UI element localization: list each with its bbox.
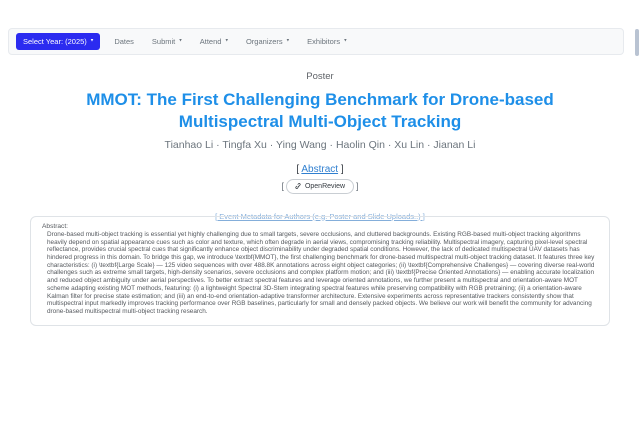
main-content — [0, 55, 640, 224]
select-year-button[interactable] — [16, 33, 100, 50]
authors-line: Tianhao Li · Tingfa Xu · Ying Wang · Haolin Qin · Xu Lin · Jianan Li — [164, 138, 476, 151]
openreview-label: OpenReview — [304, 182, 346, 190]
openreview-row — [0, 179, 640, 194]
abstract-panel — [30, 216, 610, 326]
nav-item-label: Exhibitors — [307, 37, 341, 46]
chevron-down-icon: ▾ — [344, 37, 347, 44]
nav-item-submit[interactable] — [152, 37, 182, 46]
nav-item-dates[interactable] — [114, 37, 134, 46]
bracket-open: [ — [296, 163, 302, 175]
bracket-close: ] — [356, 181, 359, 191]
bracket-open: [ — [281, 181, 284, 191]
abstract-link-row — [0, 164, 640, 175]
nav-item-label: Attend — [199, 37, 222, 46]
nav-item-label: Submit — [151, 37, 176, 46]
page-title: MMOT: The First Challenging Benchmark for Drone-based Multispectral Multi-Object Tracking — [86, 90, 554, 131]
nav-item-organizers[interactable] — [246, 37, 289, 46]
nav-item-label: Dates — [114, 37, 134, 46]
event-metadata-link[interactable]: [ Event Metadata for Authors (e.g. Poster and Slide Uploads..) ] — [215, 211, 425, 221]
link-icon — [295, 183, 302, 190]
abstract-heading: Abstract: — [42, 223, 69, 230]
openreview-button[interactable] — [286, 179, 354, 194]
nav-item-attend[interactable] — [200, 37, 228, 46]
top-navbar — [8, 28, 624, 55]
nav-item-label: Organizers — [245, 37, 283, 46]
event-type-label: Poster — [306, 71, 334, 82]
select-year-label: Select Year: (2025) — [23, 37, 87, 46]
abstract-text: Drone-based multi-object tracking is essential yet highly challenging due to small targets, severe occlusions, and cluttered backgrounds. Existing RGB-based multi-object tracking algorithms heavily depend on spatial appearance cues such as color and texture, which often degrade in aerial views, compromising tracking reliability. Multispectral imagery, capturing pixel-level spectral reflectance, provides crucial spectral cues that significantly enhance object discriminability under degraded spatial conditions. However, the lack of dedicated multispectral UAV datasets has hindered progress in this domain. To bridge this gap, we introduce \textbf{MMOT}, the first challenging benchmark for drone-based multispectral multi-object tracking dataset. It features three key characteristics: (i) \textbf{Large Scale} — 125 video sequences with over 488.8K annotations across eight object categories; (ii) \textbf{Comprehensive Challenges} — covering diverse real-world challenges such as extreme small targets, high-density scenarios, severe occlusions and complex platform motion; and (iii) \textbf{Precise Oriented Annotations} — enabling accurate localization and reduced object ambiguity under aerial perspectives. To better extract spectral features and leverage oriented annotations, we further present a multispectral and orientation-aware MOT scheme adapting existing MOT methods, featuring: (i) a lightweight Spectral 3D-Stem integrating spectral features while preserving compatibility with RGB pretraining; (ii) a orientation-aware Kalman filter for precise state estimation; and (iii) an end-to-end orientation-adaptive transformer architecture. Extensive experiments across representative trackers consistently show that multispectral input markedly improves tracking performance over RGB baselines, particularly for small and densely packed objects. We believe our work will benefit the community for advancing drone-based multispectral multi-object tracking research. — [47, 231, 595, 315]
chevron-down-icon: ▾ — [179, 37, 182, 44]
chevron-down-icon: ▾ — [225, 37, 228, 44]
scrollbar-thumb[interactable] — [635, 29, 639, 56]
bracket-close: ] — [338, 163, 344, 175]
nav-links — [114, 37, 346, 46]
nav-item-exhibitors[interactable] — [307, 37, 346, 46]
chevron-down-icon: ▾ — [286, 37, 290, 44]
abstract-link[interactable]: Abstract — [301, 163, 339, 175]
chevron-down-icon: ▾ — [90, 37, 94, 44]
